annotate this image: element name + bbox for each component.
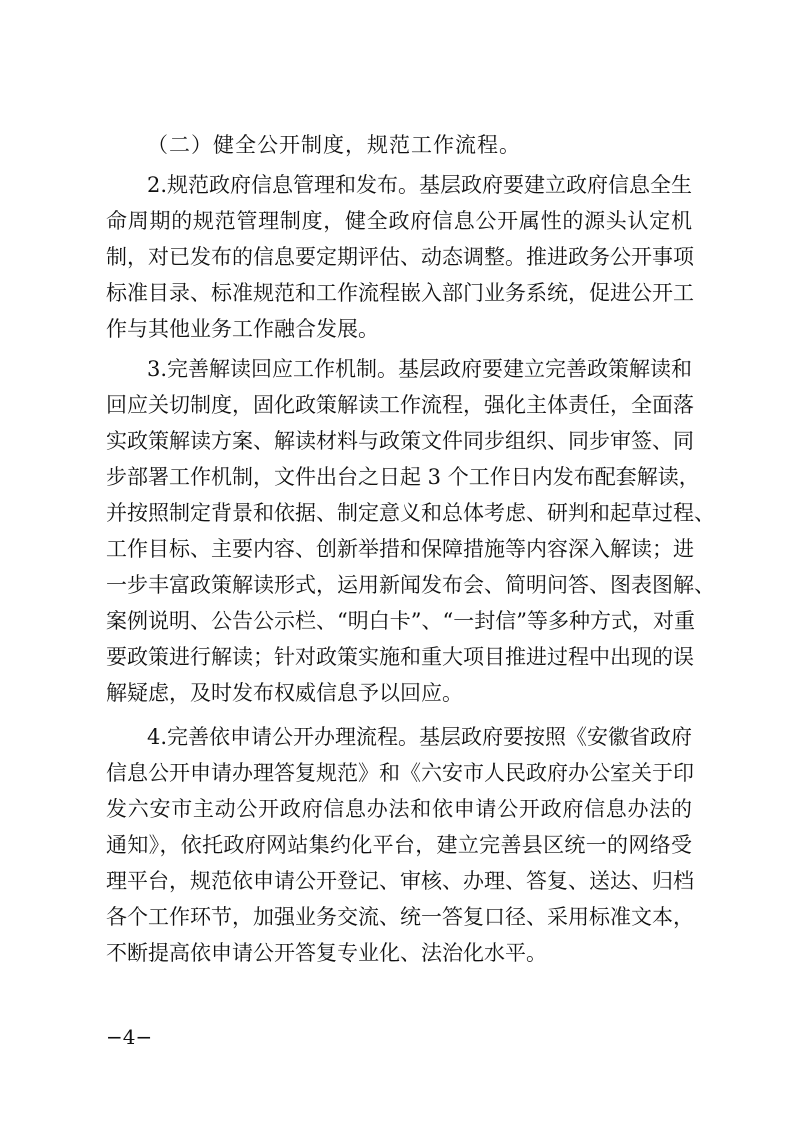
paragraph-line: 实政策解读方案、解读材料与政策文件同步组织、同步审签、同 bbox=[106, 429, 694, 453]
paragraph-line: 作与其他业务工作融合发展。 bbox=[106, 317, 379, 341]
paragraph-line: 一步丰富政策解读形式，运用新闻发布会、简明问答、图表图解、 bbox=[106, 573, 715, 597]
page-number: −4− bbox=[106, 1025, 153, 1049]
paragraph-line: 理平台，规范依申请公开登记、审核、办理、答复、送达、归档 bbox=[106, 869, 694, 893]
paragraph-line: 步部署工作机制，文件出台之日起 3 个工作日内发布配套解读， bbox=[106, 465, 700, 489]
paragraph-line: 要政策进行解读；针对政策实施和重大项目推进过程中出现的误 bbox=[106, 645, 694, 669]
paragraph-line: 回应关切制度，固化政策解读工作流程，强化主体责任，全面落 bbox=[106, 393, 694, 417]
paragraph-line: 解疑虑，及时发布权威信息予以回应。 bbox=[106, 681, 463, 705]
paragraph-line: 各个工作环节，加强业务交流、统一答复口径、采用标准文本， bbox=[106, 905, 694, 929]
paragraph-line: 并按照制定背景和依据、制定意义和总体考虑、研判和起草过程、 bbox=[106, 501, 715, 525]
paragraph-line: 制，对已发布的信息要定期评估、动态调整。推进政务公开事项 bbox=[106, 245, 694, 269]
paragraph-line: 标准目录、标准规范和工作流程嵌入部门业务系统，促进公开工 bbox=[106, 281, 694, 305]
paragraph-line: 4.完善依申请公开办理流程。基层政府要按照《安徽省政府 bbox=[147, 725, 693, 749]
paragraph-line: 工作目标、主要内容、创新举措和保障措施等内容深入解读；进 bbox=[106, 537, 694, 561]
paragraph-line: 2.规范政府信息管理和发布。基层政府要建立政府信息全生 bbox=[147, 173, 693, 197]
paragraph-line: 发六安市主动公开政府信息办法和依申请公开政府信息办法的 bbox=[106, 797, 692, 821]
paragraph-line: 命周期的规范管理制度，健全政府信息公开属性的源头认定机 bbox=[106, 209, 692, 233]
paragraph-line: 通知》，依托政府网站集约化平台，建立完善县区统一的网络受 bbox=[106, 833, 692, 857]
paragraph-line: 不断提高依申请公开答复专业化、法治化水平。 bbox=[106, 941, 547, 965]
paragraph-line: 信息公开申请办理答复规范》和《六安市人民政府办公室关于印 bbox=[106, 761, 694, 785]
paragraph-line: 3.完善解读回应工作机制。基层政府要建立完善政策解读和 bbox=[147, 357, 693, 381]
paragraph-line: 案例说明、公告公示栏、“明白卡”、“一封信”等多种方式，对重 bbox=[106, 609, 695, 633]
section-heading: （二）健全公开制度，规范工作流程。 bbox=[147, 133, 521, 157]
